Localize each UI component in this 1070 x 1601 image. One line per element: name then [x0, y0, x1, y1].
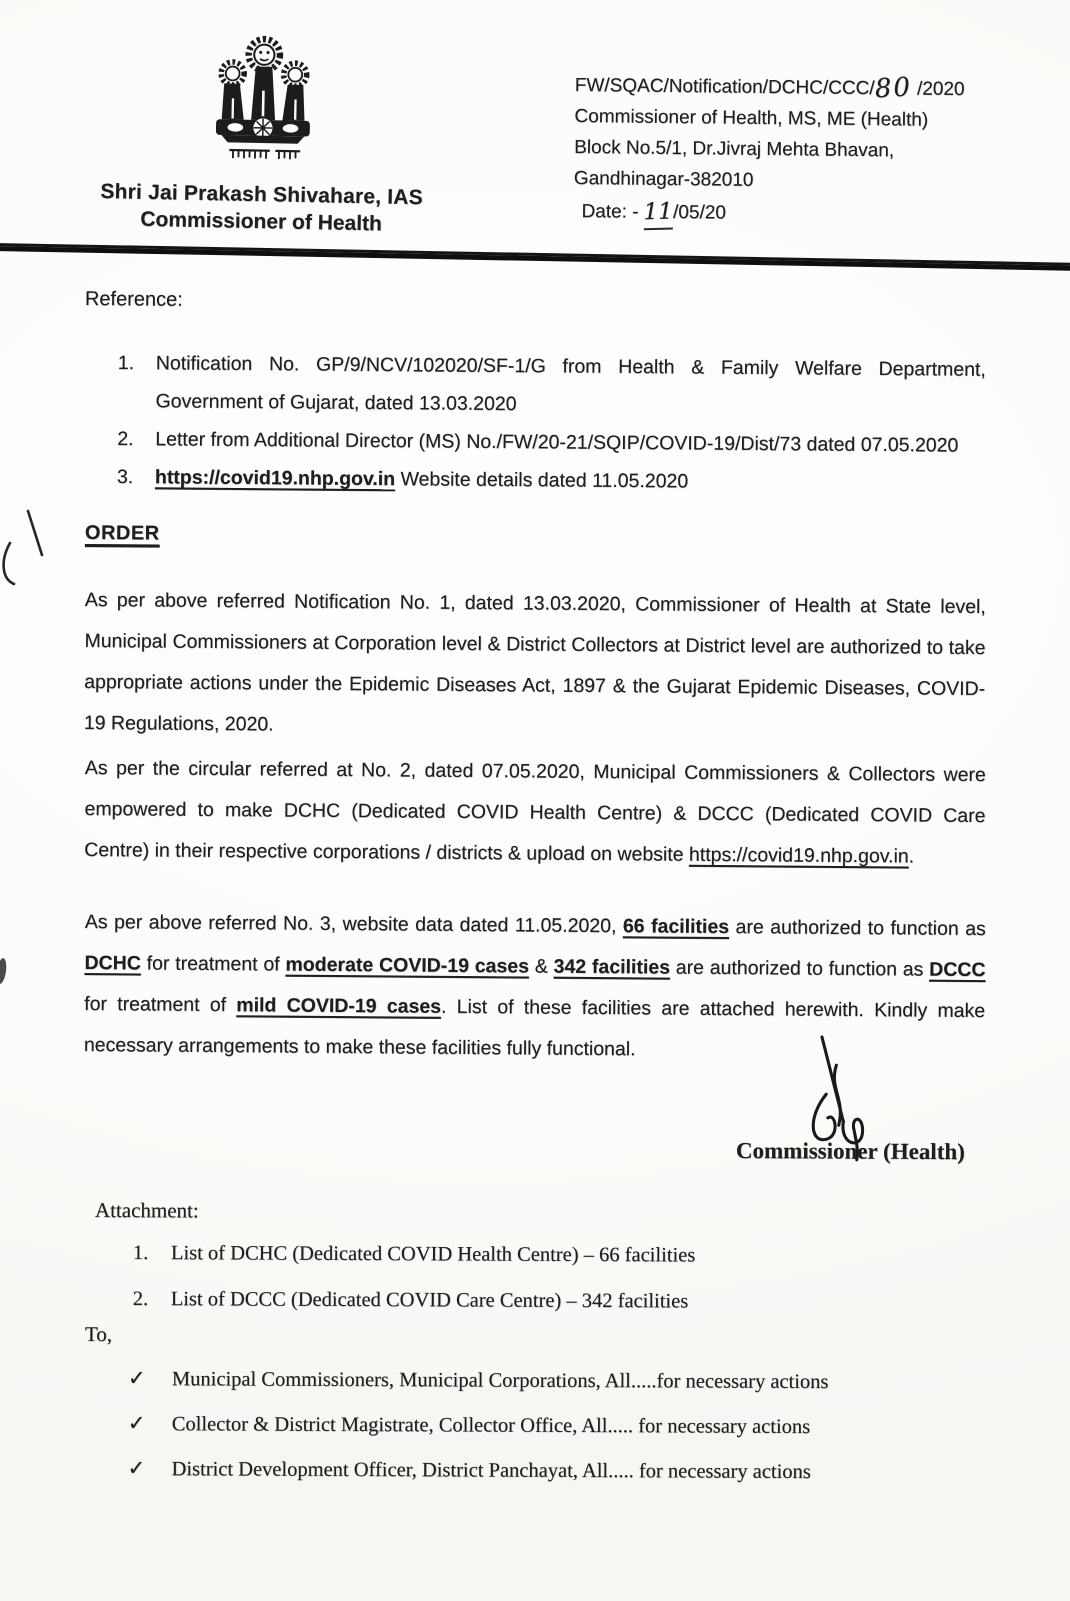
recipient-text: District Development Officer, District Panchayat, All..... for necessary actions — [171, 1458, 811, 1483]
date-line — [573, 195, 1033, 233]
checkmark-icon: ✓ — [127, 1455, 146, 1481]
signatory-title: Commissioner (Health) — [735, 1138, 965, 1165]
checkmark-icon: ✓ — [127, 1366, 146, 1391]
reference-item-text: Notification No. GP/9/NCV/102020/SF-1/G from Health & Family Welfare Department, Government of Gujarat, dated 13.03.2020 — [155, 352, 986, 416]
reference-item-number: 3. — [116, 465, 134, 489]
checkmark-icon: ✓ — [127, 1410, 146, 1436]
reference-item-text: Letter from Additional Director (MS) No./FW/20-21/SQIP/COVID-19/Dist/73 dated 07.05.2020 — [155, 428, 959, 457]
attachment-item-text: List of DCHC (Dedicated COVID Health Centre) – 66 facilities — [170, 1242, 696, 1267]
reference-number-prefix: FW/SQAC/Notification/DCHC/CCC/ — [574, 74, 875, 100]
recipient-text: Municipal Commissioners, Municipal Corporations, All.....for necessary actions — [171, 1368, 829, 1394]
attachment-item — [133, 1286, 893, 1315]
letterhead-left — [96, 18, 430, 237]
attachment-list — [133, 1240, 893, 1335]
reference-item-number: 2. — [117, 427, 134, 451]
order-paragraph-3: As per above referred No. 3, website data dated 11.05.2020, 66 facilities are authorized to function as DCHC for treatment of moderate COVID-19 cases & 342 facilities are authorized to function as DCCC for treatment of mild COVID-19 cases. List of these facilities are attached herewith. Kindly make necessary arrangements to make these facilities fully functional. — [83, 910, 986, 1061]
order-heading: ORDER — [84, 522, 160, 545]
reference-item — [117, 344, 986, 427]
recipient-row — [127, 1456, 1007, 1486]
date-rest: /05/20 — [672, 202, 727, 224]
reference-number-line — [575, 68, 1035, 106]
address-line-2: Gandhinagar-382010 — [573, 167, 754, 191]
attachment-heading: Attachment: — [94, 1198, 199, 1223]
order-paragraph-1: As per above referred Notification No. 1, dated 13.03.2020, Commissioner of Health at State level, Municipal Commissioners at Corporation level & District Collectors at District level are authorized to take appropriate actions under the Epidemic Diseases Act, 1897 & the Gujarat Epidemic Diseases, COVID-19 Regulations, 2020. — [83, 588, 986, 736]
letterhead-divider-rule — [0, 243, 1070, 271]
attachment-item — [133, 1240, 893, 1269]
reference-item-number: 1. — [117, 351, 135, 375]
recipients-list — [127, 1366, 1008, 1505]
date-label: Date: - — [581, 201, 644, 223]
scan-artifact-pen-mark — [0, 505, 50, 595]
letterhead-right — [573, 68, 1035, 233]
reference-item — [117, 458, 985, 503]
officer-name: Shri Jai Prakash Shivahare, IAS — [100, 180, 424, 210]
office-line: Commissioner of Health, MS, ME (Health) — [574, 105, 929, 131]
reference-list — [117, 344, 986, 503]
attachment-item-number: 1. — [132, 1242, 149, 1265]
india-national-emblem-icon — [193, 20, 334, 173]
reference-number-suffix: /2020 — [911, 78, 965, 101]
order-paragraph-2: As per the circular referred at No. 2, dated 07.05.2020, Municipal Commissioners & Collectors were empowered to make DCHC (Dedicated COVID Health Centre) & DCCC (Dedicated COVID Care Centre) in their respective corporations / districts & upload on website https://covid19.nhp.gov.in. — [84, 756, 986, 868]
recipient-text: Collector & District Magistrate, Collector Office, All..... for necessary actions — [171, 1413, 811, 1438]
attachment-item-number: 2. — [132, 1287, 149, 1311]
reference-item-text: https://covid19.nhp.gov.in Website details dated 11.05.2020 — [154, 466, 689, 493]
recipients-heading: To, — [84, 1322, 113, 1347]
officer-title: Commissioner of Health — [140, 207, 383, 236]
scan-artifact-smudge — [0, 958, 8, 985]
recipient-row — [128, 1411, 1008, 1441]
attachment-item-text: List of DCCC (Dedicated COVID Care Centre) – 342 facilities — [170, 1288, 689, 1313]
reference-heading: Reference: — [84, 288, 183, 311]
address-line-1: Block No.5/1, Dr.Jivraj Mehta Bhavan, — [574, 136, 895, 162]
handwritten-date-day: 11 — [643, 197, 673, 231]
recipient-row — [128, 1366, 1008, 1396]
handwritten-reference-number: 80 — [873, 72, 913, 105]
